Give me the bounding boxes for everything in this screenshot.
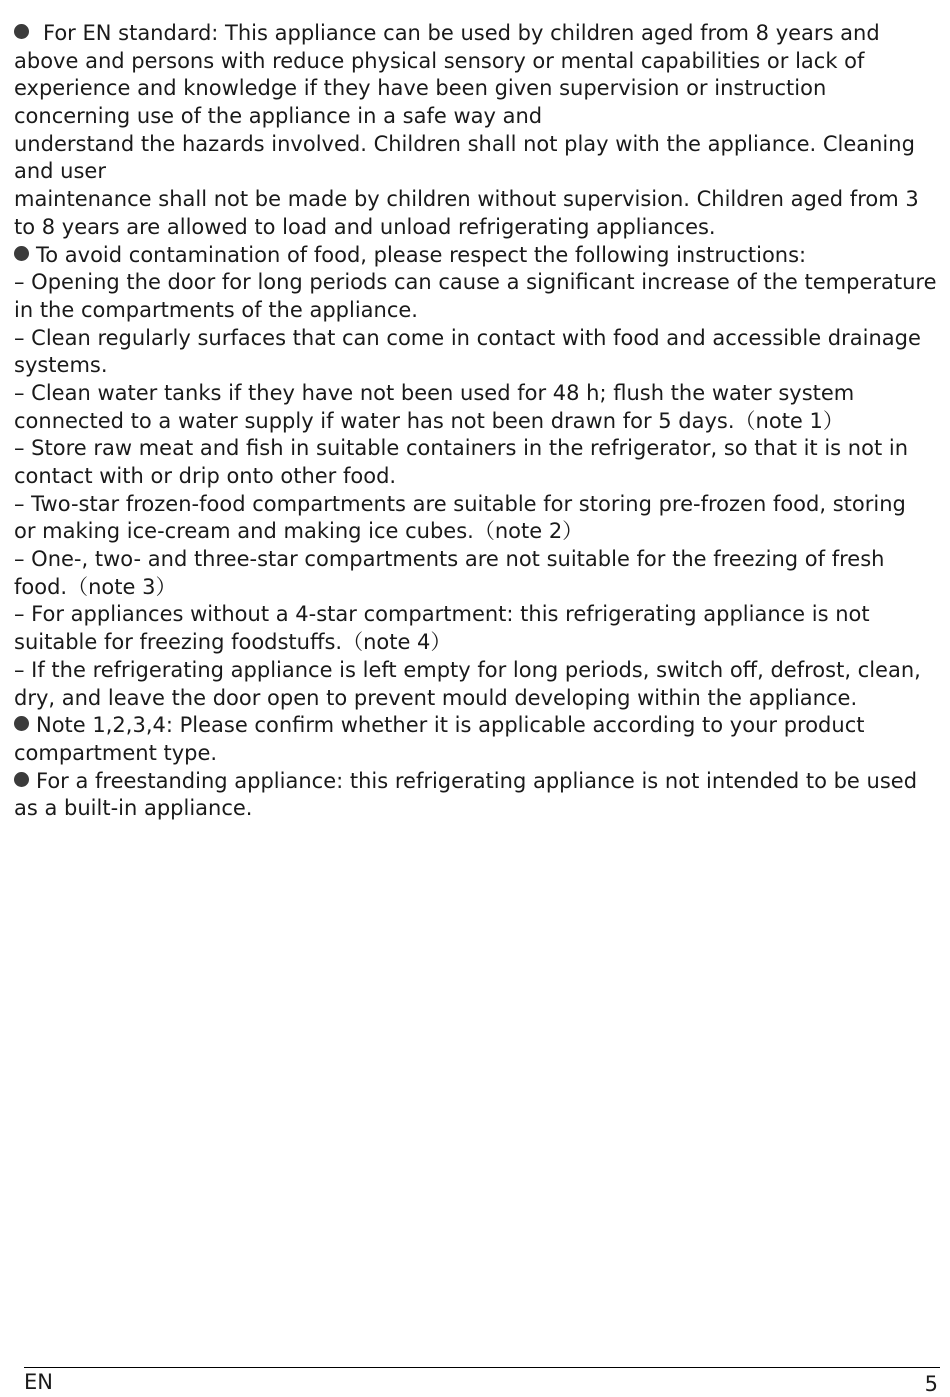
text-line: – Clean regularly surfaces that can come in contact with food and accessible drainage	[14, 325, 921, 350]
page-number: 5	[924, 1372, 938, 1396]
text-line: maintenance shall not be made by children without supervision. Children aged from 3	[14, 187, 919, 212]
text-line: compartment type.	[14, 740, 218, 765]
text-line: To avoid contamination of food, please respect the following instructions:	[14, 242, 932, 270]
footer-divider	[24, 1367, 940, 1368]
text-line: in the compartments of the appliance.	[14, 297, 418, 322]
text-line: For a freestanding appliance: this refrigerating appliance is not intended to be used	[14, 768, 932, 796]
text-line: as a built-in appliance.	[14, 796, 253, 821]
text-line: or making ice-cream and making ice cubes.（note 2）	[14, 519, 584, 544]
text-line: above and persons with reduce physical sensory or mental capabilities or lack of	[14, 48, 865, 73]
text-line: food.（note 3）	[14, 574, 177, 599]
text-line: – Clean water tanks if they have not been used for 48 h; flush the water system	[14, 380, 855, 405]
bullet-icon	[14, 772, 29, 787]
text-line: concerning use of the appliance in a safe way and	[14, 104, 543, 129]
text-line: Note 1,2,3,4: Please confirm whether it is applicable according to your product	[14, 712, 932, 740]
text-line: dry, and leave the door open to prevent mould developing within the appliance.	[14, 685, 858, 710]
text-line: – For appliances without a 4-star compartment: this refrigerating appliance is not	[14, 602, 870, 627]
bullet-icon	[14, 716, 29, 731]
text-line: For EN standard: This appliance can be used by children aged from 8 years and	[14, 20, 932, 48]
text-line: suitable for freezing foodstuffs.（note 4）	[14, 630, 452, 655]
text-line: – If the refrigerating appliance is left empty for long periods, switch off, defrost, clean,	[14, 657, 921, 682]
text-line: systems.	[14, 353, 108, 378]
bullet-icon	[14, 24, 29, 39]
text-line: – One-, two- and three-star compartments are not suitable for the freezing of fresh	[14, 547, 885, 572]
text-line: and user	[14, 159, 106, 184]
text-line: – Store raw meat and fish in suitable containers in the refrigerator, so that it is not in	[14, 436, 909, 461]
text-line: contact with or drip onto other food.	[14, 464, 397, 488]
footer-language: EN	[24, 1370, 53, 1394]
bullet-icon	[14, 246, 29, 261]
text-line: experience and knowledge if they have been given supervision or instruction	[14, 76, 827, 101]
document-body	[14, 20, 937, 823]
text-line: – Opening the door for long periods can cause a significant increase of the temperature	[14, 270, 937, 295]
text-line: connected to a water supply if water has not been drawn for 5 days.（note 1）	[14, 408, 844, 433]
text-line: to 8 years are allowed to load and unload refrigerating appliances.	[14, 214, 716, 239]
text-line: – Two-star frozen-food compartments are suitable for storing pre-frozen food, storing	[14, 491, 906, 516]
text-line: understand the hazards involved. Children shall not play with the appliance. Cleaning	[14, 131, 915, 156]
